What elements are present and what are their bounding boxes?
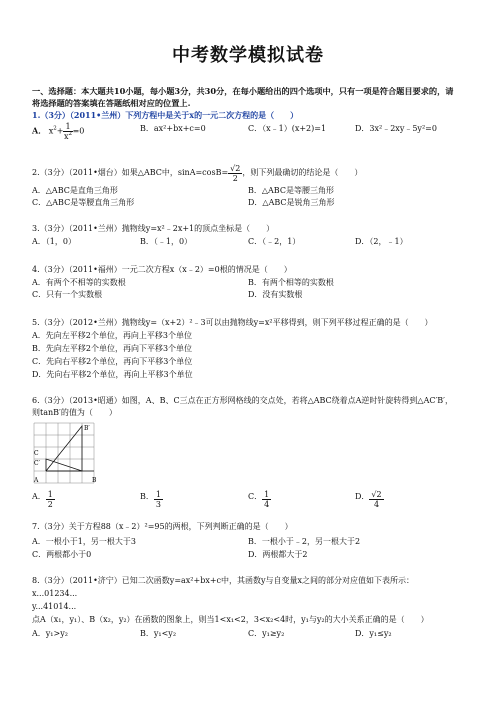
q3-option-a[interactable]: A．（1，0） <box>32 237 76 246</box>
point-b-prime-label: B′ <box>84 425 90 432</box>
q8-table-x: x...01234... <box>32 589 78 598</box>
q6-option-b[interactable]: B． $\frac{1}{3}$ <box>140 490 161 509</box>
q5-option-a[interactable]: A．先向左平移2个单位，再向上平移3个单位 <box>32 331 192 340</box>
q1-option-c[interactable]: C．（x﹣1）(x+2)=1 <box>248 124 327 133</box>
q3-option-c[interactable]: C．（﹣2，1） <box>248 237 301 246</box>
q6-stem-line1: 6.（3分）（2013•昭通）如图，A、B、C三点在正方形网格线的交点处，若将△ABC绕着点A逆时针旋转得到△AC′B′， <box>32 396 453 405</box>
q7-stem: 7.（3分）关于方程88（x﹣2）²=95的两根，下列判断正确的是（ ） <box>32 522 293 531</box>
q1-stem <box>32 110 298 121</box>
q8-table-y: y...41014... <box>32 602 77 611</box>
q1-option-d[interactable]: D．3x²﹣2xy﹣5y²=0 <box>355 124 437 133</box>
q7-option-a[interactable]: A．一根小于1，另一根大于3 <box>32 537 136 546</box>
q4-option-b[interactable]: B．有两个相等的实数根 <box>248 278 334 287</box>
q1-option-b[interactable]: B．ax²+bx+c=0 <box>140 124 206 133</box>
q6-option-d[interactable]: D． $\frac{√2}{4}$ <box>355 490 382 509</box>
q3-option-b[interactable]: B．（﹣1，0） <box>140 237 193 246</box>
q5-stem: 5.（3分）（2012•兰州）抛物线y=（x+2）²﹣3可以由抛物线y=x²平移得到，则下列平移过程正确的是（ ） <box>32 318 433 327</box>
q8-option-a[interactable]: A．y₁>y₂ <box>32 629 68 638</box>
grid-lines <box>34 423 94 483</box>
q8-option-c[interactable]: C．y₁≥y₂ <box>248 629 285 638</box>
point-c-label: C <box>34 450 39 457</box>
q2-option-d[interactable]: D．△ABC是锐角三角形 <box>248 198 335 207</box>
q6-stem-line2: 则tanB′的值为（ ） <box>32 408 117 417</box>
q2-stem: 2.（3分）（2011•烟台）如果△ABC中，sinA=cosB= $\frac{√2}{2}$ ，则下列最确切的结论是（ ） <box>32 164 363 183</box>
q8-stem2: 点A（x₁，y₁）、B（x₂，y₂）在函数的图象上，则当1<x₁<2，3<x₂<4时，y₁与y₂的大小关系正确的是（ ） <box>32 615 429 624</box>
q4-option-d[interactable]: D．没有实数根 <box>248 290 303 299</box>
q4-stem: 4.（3分）（2011•福州）一元二次方程x（x﹣2）=0根的情况是（ ） <box>32 265 292 274</box>
point-c-prime-label: C′ <box>34 460 40 467</box>
section-heading-line2: 将选择题的答案填在答题纸相对应的位置上. <box>32 98 191 108</box>
q2-option-b[interactable]: B．△ABC是等腰三角形 <box>248 186 334 195</box>
q6-option-a[interactable]: A． $\frac{1}{2}$ <box>32 490 53 509</box>
q6-grid-figure <box>32 421 102 485</box>
section-heading-line1: 一、选择题：本大题共10小题，每小题3分，共30分，在每小题给出的四个选项中，只有一项是符合题目要求的，请 <box>32 86 454 96</box>
q2-option-c[interactable]: C．△ABC是等腰直角三角形 <box>32 198 135 207</box>
q7-option-c[interactable]: C．两根都小于0 <box>32 550 92 559</box>
page-title: 中考数学模拟试卷 <box>172 45 324 66</box>
point-a-label: A <box>34 477 39 484</box>
q8-option-d[interactable]: D．y₁≤y₂ <box>355 629 392 638</box>
q5-option-d[interactable]: D．先向右平移2个单位，再向上平移3个单位 <box>32 370 193 379</box>
q4-option-c[interactable]: C．只有一个实数根 <box>32 290 103 299</box>
q1-option-a[interactable]: A． $x^2+$ $\frac{1}{x^2}$ =0 <box>32 122 85 141</box>
q1-stem-text: 1.（3分）（2011•兰州）下列方程中是关于x的一元二次方程的是（ ） <box>32 110 299 120</box>
q5-option-c[interactable]: C．先向右平移2个单位，再向下平移3个单位 <box>32 357 193 366</box>
q5-option-b[interactable]: B．先向左平移2个单位，再向下平移3个单位 <box>32 344 193 353</box>
point-b-label: B <box>92 477 97 484</box>
q7-option-d[interactable]: D．两根都大于2 <box>248 550 308 559</box>
q2-option-a[interactable]: A．△ABC是直角三角形 <box>32 186 118 195</box>
q3-stem: 3.（3分）（2011•兰州）抛物线y=x²﹣2x+1的顶点坐标是（ ） <box>32 224 275 233</box>
q8-option-b[interactable]: B．y₁<y₂ <box>140 629 177 638</box>
q3-option-d[interactable]: D．（2，﹣1） <box>355 237 408 246</box>
q4-option-a[interactable]: A．有两个不相等的实数根 <box>32 278 126 287</box>
q8-stem: 8.（3分）（2011•济宁）已知二次函数y=ax²+bx+c中，其函数y与自变量x之间的部分对应值如下表所示： <box>32 576 415 585</box>
q6-option-c[interactable]: C． $\frac{1}{4}$ <box>248 490 270 509</box>
q1-option-a-expr: $x^2+$ $\frac{1}{x^2}$ =0 <box>48 122 85 141</box>
q7-option-b[interactable]: B．一根小于﹣2，另一根大于2 <box>248 537 361 546</box>
